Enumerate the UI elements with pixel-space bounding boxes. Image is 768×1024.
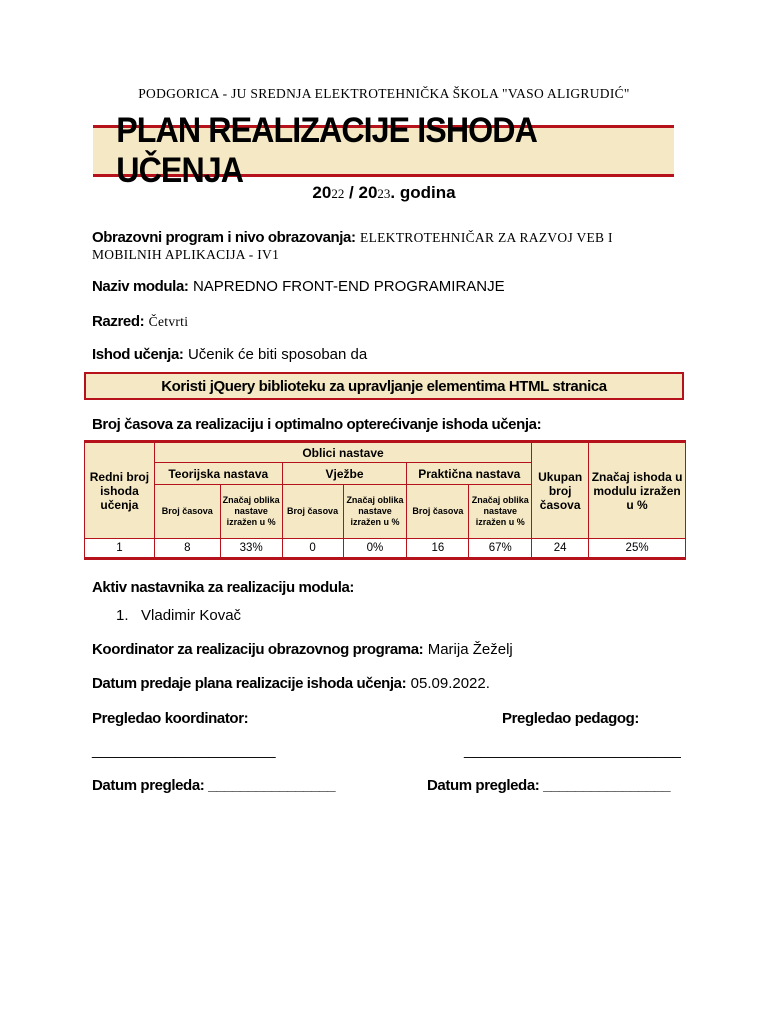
header-prakt-znacaj: Značaj oblika nastave izražen u % xyxy=(469,485,532,539)
grade-row xyxy=(92,313,188,331)
cell-redni: 1 xyxy=(85,539,155,559)
pedagogue-signature-line: __________________________ xyxy=(464,742,681,759)
header-prakt-broj: Broj časova xyxy=(407,485,469,539)
submission-date-row xyxy=(92,675,490,693)
header-vjezbe-broj: Broj časova xyxy=(282,485,343,539)
submission-date-value: 05.09.2022. xyxy=(410,675,490,692)
coordinator-label: Koordinator za realizaciju obrazovnog programa: xyxy=(92,641,424,658)
hours-table xyxy=(84,440,686,560)
cell-vjezbe-broj: 0 xyxy=(282,539,343,559)
cell-znacaj: 25% xyxy=(589,539,686,559)
school-name: PODGORICA - JU SREDNJA ELEKTROTEHNIČKA ŠKOLA "VASO ALIGRUDIĆ" xyxy=(138,86,630,101)
coordinator-row xyxy=(92,641,513,659)
header-vjezbe-znacaj: Značaj oblika nastave izražen u % xyxy=(343,485,407,539)
list-item: 1. Vladimir Kovač xyxy=(116,607,242,624)
title-banner xyxy=(93,111,674,190)
program-row xyxy=(92,229,682,263)
cell-prakt-broj: 16 xyxy=(407,539,469,559)
header-oblici-nastave: Oblici nastave xyxy=(154,442,531,463)
header-teor-broj: Broj časova xyxy=(154,485,220,539)
coordinator-signature-line: ______________________ xyxy=(92,742,276,759)
grade-label: Razred: xyxy=(92,313,145,330)
header-znacaj-ishoda: Značaj ishoda u modulu izražen u % xyxy=(589,442,686,539)
cell-teor-pct: 33% xyxy=(220,539,282,559)
header-redni-broj: Redni broj ishoda učenja xyxy=(85,442,155,539)
table-row xyxy=(85,539,686,559)
header-ukupan: Ukupan broj časova xyxy=(532,442,589,539)
module-label: Naziv modula: xyxy=(92,278,189,295)
outcome-text-box: Koristi jQuery biblioteku za upravljanje elementima HTML stranica xyxy=(84,372,684,400)
cell-teor-broj: 8 xyxy=(154,539,220,559)
cell-prakt-pct: 67% xyxy=(469,539,532,559)
hours-table-title: Broj časova za realizaciju i optimalno opterećivanje ishoda učenja: xyxy=(92,416,542,433)
reviewed-pedagogue-label: Pregledao pedagog: xyxy=(502,710,639,727)
outcome-label: Ishod učenja: xyxy=(92,346,184,363)
coordinator-value: Marija Žeželj xyxy=(427,641,513,658)
header-vjezbe: Vježbe xyxy=(282,463,407,485)
program-label: Obrazovni program i nivo obrazovanja: xyxy=(92,229,356,246)
outcome-row xyxy=(92,346,367,364)
program-value: ELEKTROTEHNIČAR ZA RAZVOJ VEB I MOBILNIH APLIKACIJA - IV1 xyxy=(92,230,613,262)
teachers-title: Aktiv nastavnika za realizaciju modula: xyxy=(92,579,355,596)
module-row xyxy=(92,278,505,296)
school-year: 2022 / 2023. godina xyxy=(312,183,456,202)
grade-value: Četvrti xyxy=(148,314,189,329)
module-value: NAPREDNO FRONT-END PROGRAMIRANJE xyxy=(192,278,505,295)
cell-vjezbe-pct: 0% xyxy=(343,539,407,559)
page-title: PLAN REALIZACIJE ISHODA UČENJA xyxy=(116,111,536,190)
pedagogue-review-date: Datum pregleda: ________________ xyxy=(427,777,671,794)
outcome-value: Učenik će biti sposoban da xyxy=(187,346,368,363)
header-teor-znacaj: Značaj oblika nastave izražen u % xyxy=(220,485,282,539)
header-prakticna: Praktična nastava xyxy=(407,463,532,485)
coordinator-review-date: Datum pregleda: ________________ xyxy=(92,777,336,794)
reviewed-coordinator-label: Pregledao koordinator: xyxy=(92,710,249,727)
submission-date-label: Datum predaje plana realizacije ishoda učenja: xyxy=(92,675,407,692)
cell-ukupno: 24 xyxy=(532,539,589,559)
header-teorijska: Teorijska nastava xyxy=(154,463,282,485)
